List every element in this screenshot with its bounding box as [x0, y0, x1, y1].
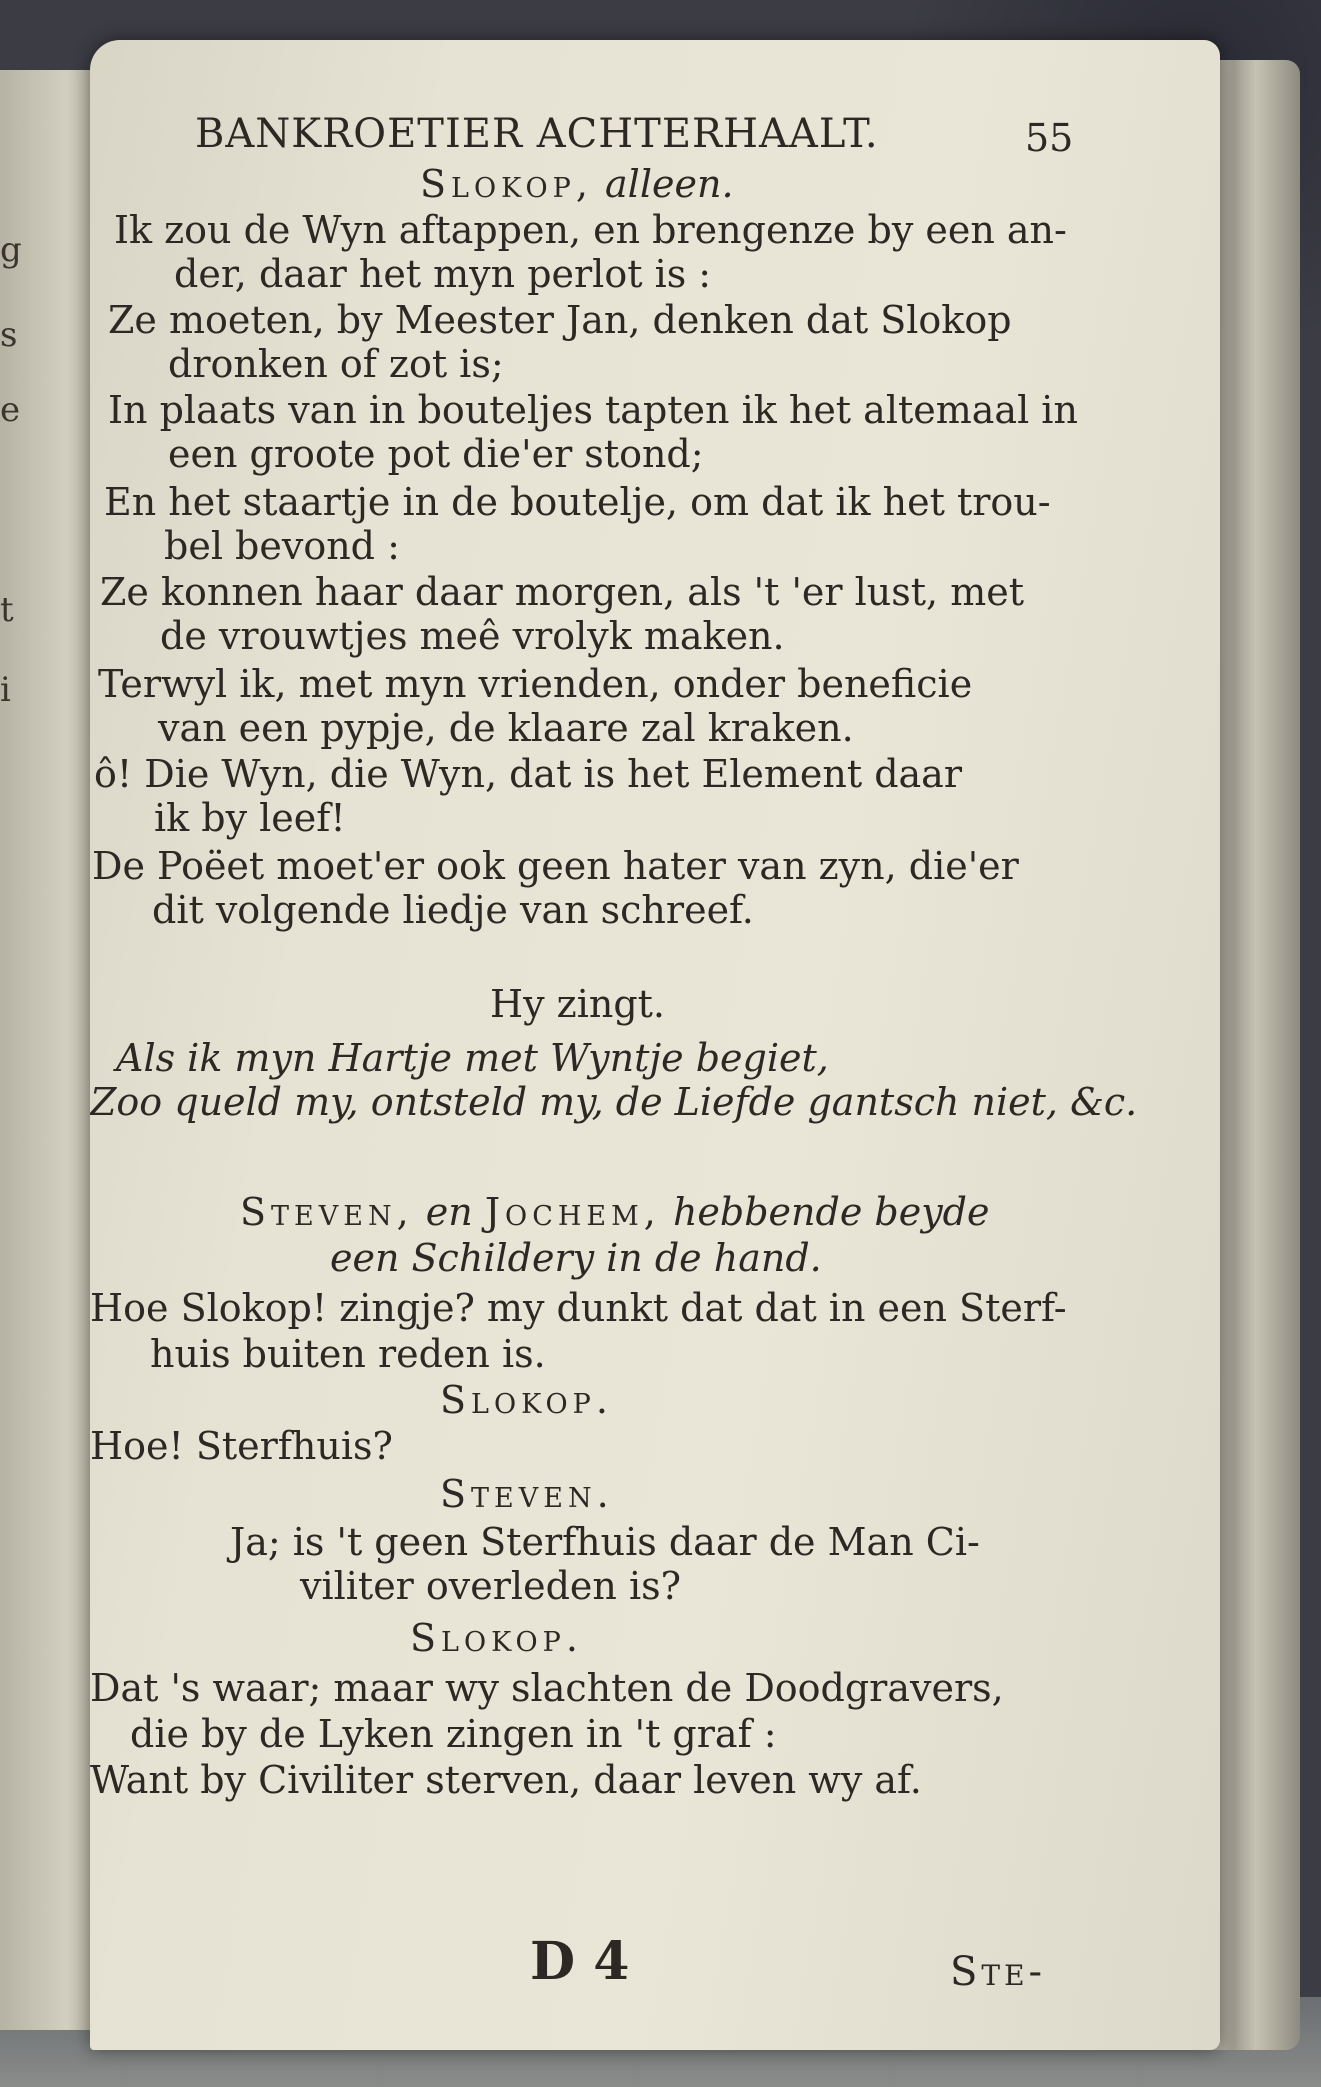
song-line: Zoo queld my, ontsteld my, de Liefde gantsch niet, &c.	[90, 1080, 1138, 1124]
page-number: 55	[1025, 116, 1074, 160]
verse-line: bel bevond :	[164, 524, 400, 568]
facing-page-fragment: i	[0, 670, 11, 710]
verse-line: De Poëet moet'er ook geen hater van zyn, die'er	[92, 844, 1019, 888]
verse-line: dronken of zot is;	[168, 342, 504, 386]
verse-line: In plaats van in bouteljes tapten ik het altemaal in	[108, 388, 1078, 432]
speaker-heading	[420, 162, 734, 206]
stage-note: alleen.	[605, 162, 734, 206]
speaker-heading: Steven.	[440, 1472, 614, 1516]
stage-note: een Schildery in de hand.	[330, 1236, 822, 1280]
verse-line: der, daar het myn perlot is :	[174, 252, 712, 296]
facing-page-fragment: s	[0, 315, 18, 355]
verse-line: ô! Die Wyn, die Wyn, dat is het Element daar	[94, 752, 963, 796]
speaker-name: Steven,	[240, 1190, 414, 1234]
dialogue-line: die by de Lyken zingen in 't graf :	[130, 1712, 777, 1756]
verse-line: van een pypje, de klaare zal kraken.	[158, 706, 854, 750]
book-page	[90, 40, 1220, 2050]
stage-note: hebbende beyde	[672, 1190, 990, 1234]
verse-line: Terwyl ik, met myn vrienden, onder beneficie	[98, 662, 973, 706]
speaker-name: Jochem,	[484, 1190, 661, 1234]
speaker-name: Slokop,	[420, 162, 593, 206]
verse-line: En het staartje in de boutelje, om dat ik het trou-	[104, 480, 1051, 524]
running-title: BANKROETIER ACHTERHAALT.	[195, 111, 879, 157]
dialogue-line: huis buiten reden is.	[150, 1332, 546, 1376]
verse-line: dit volgende liedje van schreef.	[152, 888, 754, 932]
verse-line: Ze konnen haar daar morgen, als 't 'er lust, met	[100, 570, 1025, 614]
dialogue-line: Hoe Slokop! zingje? my dunkt dat dat in een Sterf-	[90, 1286, 1067, 1330]
signature-mark: D 4	[530, 1931, 630, 1992]
stage-note: en	[425, 1190, 473, 1234]
facing-page-fragment: g	[0, 230, 22, 270]
dialogue-line: Hoe! Sterfhuis?	[90, 1424, 393, 1468]
facing-page-fragment: e	[0, 390, 21, 430]
song-line: Als ik myn Hartje met Wyntje begiet,	[116, 1036, 829, 1080]
speaker-heading: Slokop.	[410, 1616, 583, 1660]
dialogue-line: viliter overleden is?	[300, 1564, 681, 1608]
facing-page-fragment: t	[0, 590, 14, 630]
stage-direction	[240, 1190, 990, 1234]
verse-line: de vrouwtjes meê vrolyk maken.	[160, 614, 785, 658]
dialogue-line: Ja; is 't geen Sterfhuis daar de Man Ci-	[230, 1520, 980, 1564]
verse-line: ik by leef!	[154, 796, 346, 840]
verse-line: Ze moeten, by Meester Jan, denken dat Slokop	[108, 298, 1012, 342]
verse-line: Ik zou de Wyn aftappen, en brengenze by een an-	[114, 208, 1067, 252]
dialogue-line: Want by Civiliter sterven, daar leven wy af.	[90, 1758, 922, 1802]
catchword: Ste-	[950, 1949, 1047, 1995]
verse-line: een groote pot die'er stond;	[168, 432, 704, 476]
dialogue-line: Dat 's waar; maar wy slachten de Doodgravers,	[90, 1666, 1004, 1710]
speaker-heading: Slokop.	[440, 1378, 613, 1422]
song-heading: Hy zingt.	[490, 982, 666, 1026]
